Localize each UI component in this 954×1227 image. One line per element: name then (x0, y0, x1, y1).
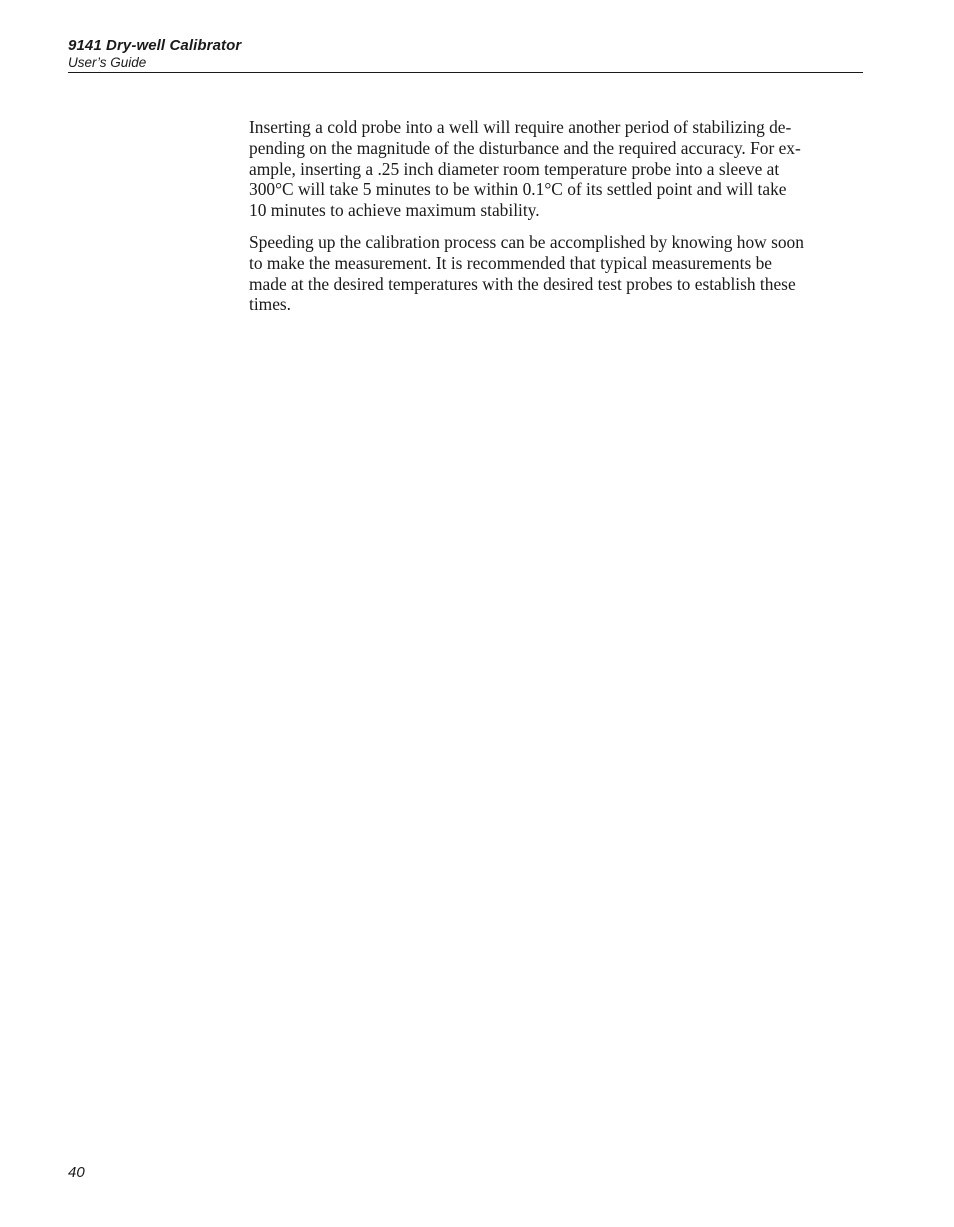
text-line: to make the measurement. It is recommended that typical measurements be (249, 252, 772, 273)
body-text (249, 117, 863, 326)
running-header (68, 37, 863, 71)
paragraph-speeding-calibration (249, 232, 863, 315)
text-line: made at the desired temperatures with the desired test probes to establish these (249, 273, 796, 294)
document-title: 9141 Dry-well Calibrator (68, 37, 242, 54)
text-line: Inserting a cold probe into a well will require another period of stabilizing de- (249, 117, 792, 137)
text-line: pending on the magnitude of the disturbance and the required accuracy. For ex- (249, 137, 801, 158)
text-line: 10 minutes to achieve maximum stability. (249, 200, 540, 221)
text-line: Speeding up the calibration process can be accomplished by knowing how soon (249, 231, 804, 252)
paragraph-probe-stabilization (249, 117, 863, 221)
page-number: 40 (68, 1164, 85, 1181)
header-divider (68, 72, 863, 73)
text-line: 300°C will take 5 minutes to be within 0.1°C of its settled point and will take (249, 179, 787, 200)
document-subtitle: User’s Guide (68, 55, 147, 70)
text-line: ample, inserting a .25 inch diameter room temperature probe into a sleeve at (249, 158, 780, 179)
text-line: times. (249, 294, 292, 315)
